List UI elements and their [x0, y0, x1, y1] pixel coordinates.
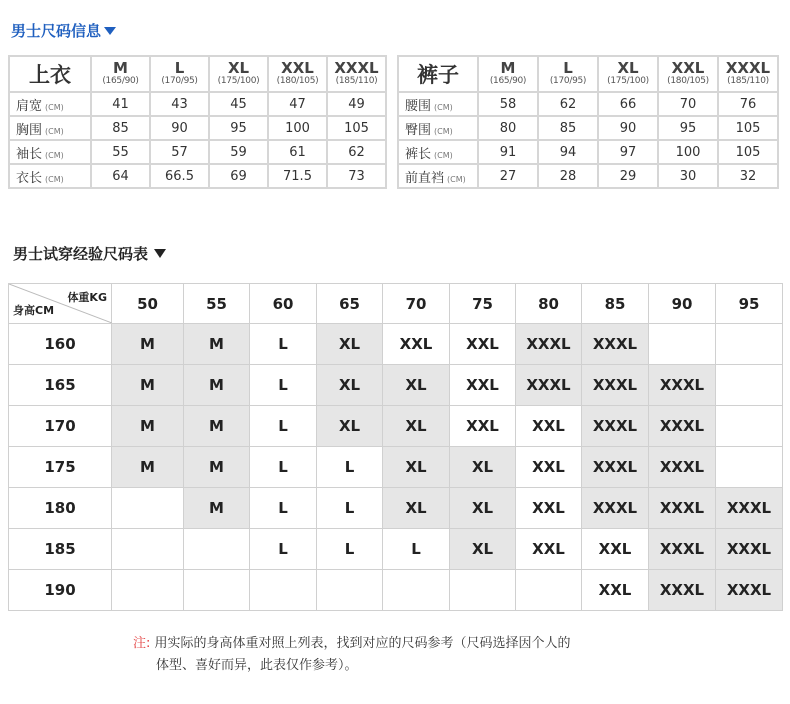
weight-header: 65: [317, 284, 383, 324]
height-row: [9, 447, 783, 488]
weight-header: 60: [250, 284, 317, 324]
size-info-title-text: 男士尺码信息: [11, 22, 102, 40]
size-name: XL: [227, 59, 250, 77]
size-recommendation: XXXL: [582, 488, 649, 529]
measure-value: 80: [478, 116, 538, 140]
size-recommendation: XXL: [516, 488, 582, 529]
size-range: (185/110): [727, 76, 769, 86]
size-recommendation: [716, 365, 783, 406]
size-header-cell: [658, 56, 718, 92]
measure-value: 27: [478, 164, 538, 188]
top-size-table: [8, 55, 387, 189]
note-lead: 注:: [133, 636, 151, 651]
size-header-cell: [327, 56, 386, 92]
size-recommendation: XXL: [582, 529, 649, 570]
size-recommendation: M: [184, 447, 250, 488]
unit-label: (CM): [45, 102, 64, 112]
height-row: [9, 488, 783, 529]
size-recommendation: L: [317, 529, 383, 570]
size-recommendation: L: [250, 365, 317, 406]
size-recommendation: [250, 570, 317, 611]
measure-value: 97: [598, 140, 658, 164]
pants-size-table: [397, 55, 779, 189]
measure-label-cell: [398, 140, 478, 164]
size-header-cell: [91, 56, 150, 92]
measure-label-cell: [398, 164, 478, 188]
size-header-cell: [598, 56, 658, 92]
header-row: [9, 56, 386, 92]
weight-axis-label: 体重KG: [67, 291, 107, 304]
weight-header-row: [9, 284, 783, 324]
measure-value: 91: [478, 140, 538, 164]
measure-label: 肩宽: [16, 98, 43, 114]
size-recommendation: M: [184, 365, 250, 406]
size-recommendation: XXL: [516, 529, 582, 570]
measure-value: 66: [598, 92, 658, 116]
measure-label: 腰围: [405, 98, 432, 114]
size-range: (175/100): [607, 76, 649, 86]
size-recommendation: L: [317, 447, 383, 488]
measure-value: 57: [150, 140, 209, 164]
size-recommendation: [716, 324, 783, 365]
measure-value: 71.5: [268, 164, 327, 188]
size-info-title: [11, 20, 116, 41]
height-row: [9, 324, 783, 365]
height-label: 170: [9, 406, 112, 447]
size-recommendation: XXXL: [649, 488, 716, 529]
size-recommendation: XXL: [582, 570, 649, 611]
measure-value: 43: [150, 92, 209, 116]
fit-experience-title: [13, 243, 166, 264]
size-name: XL: [617, 59, 639, 77]
size-recommendation: [450, 570, 516, 611]
measure-value: 41: [91, 92, 150, 116]
size-recommendation: XXXL: [582, 365, 649, 406]
size-recommendation: [184, 570, 250, 611]
measure-row: [398, 140, 778, 164]
measure-row: [9, 140, 386, 164]
size-recommendation: [112, 570, 184, 611]
note-line-1: 用实际的身高体重对照上列表，找到对应的尺码参考（尺码选择因个人的: [154, 636, 571, 651]
size-recommendation: XL: [383, 447, 450, 488]
category-label: 裤子: [398, 56, 478, 92]
weight-header: 55: [184, 284, 250, 324]
measure-label-cell: [9, 116, 91, 140]
unit-label: (CM): [447, 174, 466, 184]
measure-value: 45: [209, 92, 268, 116]
measure-label-cell: [398, 92, 478, 116]
measure-value: 28: [538, 164, 598, 188]
size-header-cell: [268, 56, 327, 92]
size-recommendation: L: [250, 447, 317, 488]
unit-label: (CM): [434, 126, 453, 136]
height-label: 165: [9, 365, 112, 406]
measure-row: [9, 116, 386, 140]
weight-header: 50: [112, 284, 184, 324]
size-recommendation: M: [184, 406, 250, 447]
size-range: (180/105): [276, 76, 319, 86]
unit-label: (CM): [45, 150, 64, 160]
measure-value: 90: [150, 116, 209, 140]
size-name: XXXL: [725, 59, 771, 77]
size-recommendation: [649, 324, 716, 365]
size-recommendation: L: [250, 406, 317, 447]
measure-value: 105: [718, 116, 778, 140]
size-recommendation: XL: [317, 324, 383, 365]
size-name: M: [113, 59, 128, 77]
measure-value: 30: [658, 164, 718, 188]
category-label: 上衣: [9, 56, 91, 92]
size-recommendation: L: [250, 324, 317, 365]
measure-label: 臀围: [405, 122, 432, 138]
size-range: (175/100): [217, 76, 260, 86]
weight-header: 95: [716, 284, 783, 324]
measure-value: 66.5: [150, 164, 209, 188]
measure-value: 49: [327, 92, 386, 116]
weight-header: 80: [516, 284, 582, 324]
size-range: (170/95): [549, 76, 587, 86]
measure-value: 59: [209, 140, 268, 164]
weight-header: 75: [450, 284, 516, 324]
size-recommendation: XXXL: [582, 447, 649, 488]
note-line-2: 体型、喜好而异，此表仅作参考）。: [156, 658, 358, 673]
measure-value: 69: [209, 164, 268, 188]
size-recommendation: XXL: [516, 406, 582, 447]
size-range: (185/110): [335, 76, 378, 86]
height-row: [9, 365, 783, 406]
measure-value: 85: [538, 116, 598, 140]
measure-label: 前直裆: [405, 170, 445, 186]
measure-value: 105: [718, 140, 778, 164]
header-row: [398, 56, 778, 92]
measure-value: 29: [598, 164, 658, 188]
size-recommendation: XXXL: [716, 570, 783, 611]
size-recommendation: XL: [383, 406, 450, 447]
size-name: L: [563, 59, 573, 77]
height-label: 190: [9, 570, 112, 611]
measure-value: 95: [658, 116, 718, 140]
measure-value: 105: [327, 116, 386, 140]
size-recommendation: XXXL: [716, 488, 783, 529]
measure-label: 胸围: [16, 122, 43, 138]
triangle-down-icon: [104, 27, 116, 35]
measure-value: 58: [478, 92, 538, 116]
size-recommendation: L: [250, 488, 317, 529]
size-recommendation: M: [112, 447, 184, 488]
size-header-cell: [150, 56, 209, 92]
measure-label-cell: [9, 164, 91, 188]
measure-value: 55: [91, 140, 150, 164]
size-recommendation: XXL: [450, 406, 516, 447]
measure-value: 61: [268, 140, 327, 164]
size-recommendation: XXXL: [516, 365, 582, 406]
size-header-cell: [538, 56, 598, 92]
measure-value: 73: [327, 164, 386, 188]
size-recommendation: XL: [317, 406, 383, 447]
size-recommendation: XXXL: [716, 529, 783, 570]
measure-value: 85: [91, 116, 150, 140]
height-label: 175: [9, 447, 112, 488]
measure-value: 76: [718, 92, 778, 116]
measure-row: [9, 164, 386, 188]
unit-label: (CM): [45, 174, 64, 184]
size-recommendation: XL: [383, 488, 450, 529]
size-recommendation: XXXL: [649, 365, 716, 406]
size-range: (170/95): [161, 76, 198, 86]
measure-value: 100: [658, 140, 718, 164]
size-recommendation: XXL: [383, 324, 450, 365]
size-recommendation: [184, 529, 250, 570]
height-label: 180: [9, 488, 112, 529]
size-recommendation: XXXL: [649, 529, 716, 570]
size-range: (165/90): [489, 76, 527, 86]
size-name: XXL: [671, 59, 705, 77]
size-recommendation: M: [112, 406, 184, 447]
measure-value: 95: [209, 116, 268, 140]
size-recommendation: [317, 570, 383, 611]
measure-value: 90: [598, 116, 658, 140]
size-recommendation: M: [112, 324, 184, 365]
size-range: (180/105): [667, 76, 709, 86]
size-recommendation: XXXL: [649, 570, 716, 611]
measure-row: [398, 92, 778, 116]
height-axis-label: 身高CM: [13, 304, 55, 317]
size-recommendation: L: [383, 529, 450, 570]
size-recommendation: M: [112, 365, 184, 406]
size-recommendation: XXXL: [582, 406, 649, 447]
measure-label: 袖长: [16, 146, 43, 162]
unit-label: (CM): [434, 102, 453, 112]
fit-experience-table: [8, 283, 783, 611]
size-recommendation: M: [184, 488, 250, 529]
weight-header: 85: [582, 284, 649, 324]
height-row: [9, 529, 783, 570]
size-recommendation: [516, 570, 582, 611]
measure-row: [398, 164, 778, 188]
size-recommendation: XXL: [450, 365, 516, 406]
usage-note: [133, 633, 571, 677]
weight-header: 70: [383, 284, 450, 324]
size-recommendation: XL: [450, 488, 516, 529]
size-header-cell: [718, 56, 778, 92]
size-recommendation: XL: [383, 365, 450, 406]
size-range: (165/90): [102, 76, 139, 86]
fit-experience-title-text: 男士试穿经验尺码表: [13, 245, 149, 263]
measure-label-cell: [9, 92, 91, 116]
measure-label-cell: [9, 140, 91, 164]
size-recommendation: XL: [450, 447, 516, 488]
measure-value: 62: [538, 92, 598, 116]
size-header-cell: [478, 56, 538, 92]
size-recommendation: M: [184, 324, 250, 365]
measure-row: [9, 92, 386, 116]
size-recommendation: [716, 406, 783, 447]
height-label: 185: [9, 529, 112, 570]
size-recommendation: XL: [450, 529, 516, 570]
measure-value: 70: [658, 92, 718, 116]
size-recommendation: XXXL: [649, 447, 716, 488]
corner-header-cell: [9, 284, 112, 324]
size-recommendation: [112, 529, 184, 570]
size-recommendation: [112, 488, 184, 529]
size-recommendation: XXXL: [516, 324, 582, 365]
size-recommendation: L: [250, 529, 317, 570]
size-recommendation: XXXL: [649, 406, 716, 447]
measure-label: 衣长: [16, 170, 43, 186]
size-name: XXXL: [334, 59, 379, 77]
measure-value: 32: [718, 164, 778, 188]
measure-value: 100: [268, 116, 327, 140]
measure-value: 62: [327, 140, 386, 164]
height-row: [9, 570, 783, 611]
measure-value: 47: [268, 92, 327, 116]
measure-label: 裤长: [405, 146, 432, 162]
size-name: XXL: [281, 59, 314, 77]
unit-label: (CM): [434, 150, 453, 160]
measure-value: 94: [538, 140, 598, 164]
unit-label: (CM): [45, 126, 64, 136]
height-label: 160: [9, 324, 112, 365]
height-row: [9, 406, 783, 447]
size-recommendation: XXXL: [582, 324, 649, 365]
measure-label-cell: [398, 116, 478, 140]
size-recommendation: XL: [317, 365, 383, 406]
weight-header: 90: [649, 284, 716, 324]
size-recommendation: [716, 447, 783, 488]
measure-row: [398, 116, 778, 140]
size-name: L: [174, 59, 185, 77]
size-header-cell: [209, 56, 268, 92]
size-recommendation: L: [317, 488, 383, 529]
size-recommendation: XXL: [450, 324, 516, 365]
measure-value: 64: [91, 164, 150, 188]
triangle-down-icon: [154, 249, 166, 258]
size-recommendation: XXL: [516, 447, 582, 488]
size-recommendation: [383, 570, 450, 611]
size-name: M: [500, 59, 516, 77]
